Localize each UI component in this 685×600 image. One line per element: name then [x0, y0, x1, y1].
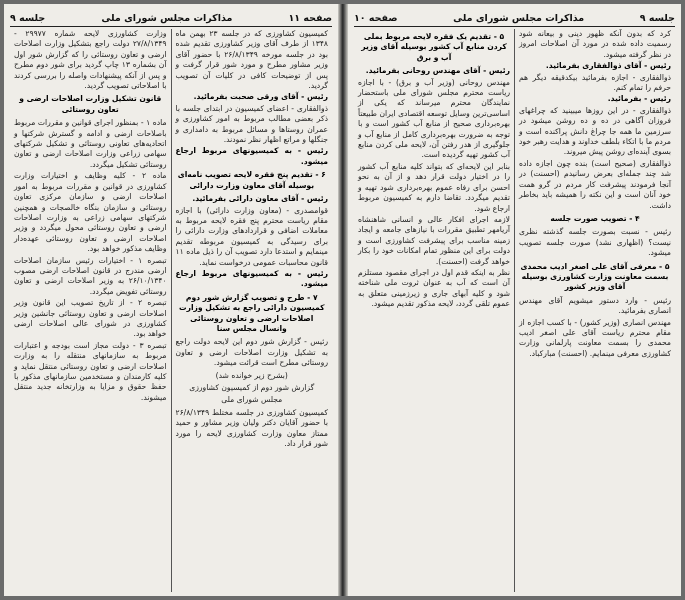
speaker-line: رئیس - آقای ذوالفقاری بفرمائید. — [545, 61, 671, 71]
right-page-label: صفحه ۱۰ — [354, 12, 398, 24]
paragraph: کرد که بدون آنکه ظهور دینی و بیعانه شود رسمیت داده شده در مورد آن اصلاحات امروز در نظر گرفته میشود. — [519, 29, 671, 59]
paragraph: گزارش شور دوم از کمیسیون کشاورزی — [189, 383, 315, 392]
right-page-col-left — [354, 29, 515, 592]
paragraph: رئیس - وارد دستور میشویم آقای مهندس انصاری بفرمائید. — [519, 295, 671, 316]
paragraph: رئیس - نسبت بصورت جلسه گذشته نظری نیست؟ (اظهاری نشد) صورت جلسه تصویب میشود. — [519, 227, 671, 258]
speaker-line: رئیس - به کمیسیونهای مربوط ارجاع میشود. — [175, 268, 328, 289]
paragraph: تبصره ۳ - دولت مجاز است بودجه و اعتبارات مربوط به سازمانهای منتقله را به وزارت اصلاحات ارضی و تعاون روستائی منتقل نماید و کلیه کارمندان و مستخدمین سازمانهای مذکور با حفظ حقوق و مزایا به وزارتخانه جدید منتقل میشوند. — [14, 340, 167, 402]
left-page-session: جلسه ۹ — [10, 12, 46, 24]
section-heading: ۶ - تقدیم پنج فقره لایحه تصویب نامه‌ای بوسیله آقای معاون وزارت دارائی — [177, 170, 326, 190]
paragraph: نظر به اینکه قدم اول در اجرای مقصود مستلزم آن است که آب به عنوان ثروت ملی شناخته شود و کلیه آبهای جاری و زیرزمینی متعلق به عموم تلقی گردد، لایحه مذکور تقدیم میشود. — [358, 267, 510, 309]
paragraph: (بشرح زیر خوانده شد) — [215, 370, 288, 380]
left-page-col-right — [172, 29, 333, 592]
left-page-col-left — [10, 29, 172, 592]
speaker-line: رئیس - به کمیسیونهای مربوط ارجاع میشود. — [175, 146, 328, 166]
paragraph: لازمه اجرای افکار عالی و انسانی شاهنشاه آریامهر تطبیق مقررات با نیازهای جامعه و ایجاد زمینه مناسب برای پیشرفت کشاورزی است و دولت برای این منظور تمام امکانات خود را بکار خواهد گرفت (احسنت). — [358, 214, 510, 266]
left-page-title: مذاکرات مجلس شورای ملی — [101, 12, 233, 24]
paragraph: ماده ۱ - بمنظور اجرای قوانین و مقررات مربوط باصلاحات ارضی و ادامه و گسترش شرکتها و اتحادیه‌های تعاونی روستائی و تشکیل شرکتهای سهامی زراعی وزارت اصلاحات ارضی و تعاون روستائی تشکیل میگردد. — [14, 118, 167, 169]
speaker-line: رئیس - آقای معاون دارائی بفرمائید. — [192, 194, 328, 204]
speaker-line: رئیس - آقای ورقی صحبت بفرمائید. — [193, 92, 328, 102]
left-page — [4, 4, 338, 596]
paragraph: تبصره ۱ - اختیارات رئیس سازمان اصلاحات ارضی مندرج در قانون اصلاحات ارضی مصوب ۲۶/۱۰/۱۳۴۰ به وزیر اصلاحات ارضی و تعاون روستائی تفویض میگردد. — [14, 255, 167, 296]
paragraph: قوامصدری - (معاون وزارت دارائی) با اجازه مقام ریاست محترم پنج فقره لایحه مربوط به معاملات اضافی و قراردادهای وزارت دارائی را برای رسیدگی به کمیسیون مربوطه تقدیم مینمایم و استدعا دارد تصویب آن را ذیل ماده ۱۱ قانون محاسبات عمومی درخواست نماید. — [175, 205, 328, 267]
left-page-header — [10, 10, 332, 27]
right-page-columns — [354, 29, 675, 592]
left-page-columns — [10, 29, 332, 592]
paragraph: کمیسیون کشاورزی در جلسه مختلط ۲۶/۸/۱۳۴۹ با حضور آقایان دکتر ولیان وزیر مشاور و حمید ممتاز معاون وزارت کشاورزی لایحه را مورد شور قرار داد. — [175, 407, 328, 449]
paragraph: مهندس انصاری (وزیر کشور) - با کسب اجازه از مقام محترم ریاست آقای علی اصغر ادیب محمدی را بسمت معاونت پارلمانی وزارت کشاورزی معرفی مینمایم. (احسنت) مبارکباد. — [519, 317, 671, 358]
paragraph: بنابر این لایحه‌ای که بتواند کلیه منابع آب کشور را در اختیار دولت قرار دهد و از آن به نحو احسن برای رفاه عموم بهره‌برداری شود تهیه و تقدیم میگردد. تقاضا دارم به کمیسیون مربوط ارجاع شود. — [358, 161, 510, 213]
section-heading: ۴ - تصویب صورت جلسه — [550, 213, 640, 223]
left-page-label: صفحه ۱۱ — [288, 12, 332, 24]
paragraph: تبصره ۲ - از تاریخ تصویب این قانون وزیر اصلاحات ارضی و تعاون روستائی جانشین وزیر کشاورزی در شورای عالی اصلاحات ارضی خواهد بود. — [14, 298, 167, 339]
paragraph: ذوالفقاری - در این روزها میبینید که چراغهای فروزان آگاهی در ده و ده روشن میشود در سرزمین ما همه جا چراغ دانش پراکنده است و مردم ما با اتکاء بلطف خداوند و هدایت رهبر خود بسوی آینده‌ای روشن پیش میروند. — [519, 105, 671, 157]
section-heading: ۵ - تقدیم یک فقره لایحه مربوط بملی کردن منابع آب کشور بوسیله آقای وزیر آب و برق — [361, 32, 507, 62]
paragraph: رئیس - گزارش شور دوم این لایحه دولت راجع به تشکیل وزارت اصلاحات ارضی و تعاون روستائی مطرح است قرائت میشود. — [175, 337, 328, 368]
paragraph: ذوالفقاری - اعضای کمیسیون در ابتدای جلسه با ذکر بعضی مطالب مربوط به امور کشاورزی و عمران روستاها و مسائل مربوط به دامداری و جنگلها و مراتع اظهار نظر نمودند. — [175, 103, 328, 145]
right-page-col-right — [515, 29, 675, 592]
section-heading: قانون تشکیل وزارت اصلاحات ارضی و تعاون روستائی — [19, 94, 162, 114]
paragraph: وزارت کشاورزی لایحه شماره ۲۹۹۷۷ - ۲۷/۸/۱۳۴۹ دولت راجع بتشکیل وزارت اصلاحات ارضی و تعاون روستائی را که گزارش شور اول آن بشماره ۱۳ چاپ گردید برای شور دوم مطرح و پس از آنکه پیشنهادات واصله را بررسی کردند با اصلاحاتی تصویب گردید. — [14, 29, 167, 91]
paragraph: کمیسیون کشاورزی که در جلسه ۲۳ بهمن ماه ۱۳۴۸ از طرف آقای وزیر کشاورزی تقدیم شده بود در جلسه مورخه ۲۶/۸/۱۳۴۹ با حضور آقای وزیر مشاور مطرح و مورد شور قرار گرفت و پس از توضیحات کافی در کلیات آن تصویب گردید. — [175, 29, 328, 91]
right-page — [348, 4, 681, 596]
section-heading: ۷ - طرح و تصویب گزارش شور دوم کمیسیون دارائی راجع به تشکیل وزارت اصلاحات ارضی و تعاون روستائی وانسال مجلس سنا — [178, 292, 325, 333]
right-page-header — [354, 10, 675, 27]
paragraph: مهندس روحانی (وزیر آب و برق) - با اجازه ریاست محترم مجلس شورای ملی باستحضار نمایندگان محترم میرساند که یکی از اساسی‌ترین وسایل توسعه اقتصادی ایران طبیعتاً بهره‌برداری صحیح از منابع آب کشور است و با توجه به ضرورت بهره‌برداری کامل از منابع آب و جلوگیری از هدر رفتن آن، لایحه ملی کردن منابع آب کشور تهیه گردیده است. — [358, 77, 510, 160]
speaker-line: رئیس - آقای مهندس روحانی بفرمائید. — [365, 66, 510, 76]
paragraph: ذوالفقاری - اجازه بفرمائید بیکدقیقه دیگر هم حرفم را تمام کنم. — [519, 72, 671, 93]
section-heading: ۵ - معرفی آقای علی اصغر ادیب محمدی بسمت معاونت وزارت کشاورزی بوسیله آقای وزیر کشور — [520, 261, 670, 292]
speaker-line: رئیس - بفرمائید. — [607, 94, 671, 104]
book-gutter — [338, 4, 348, 596]
paragraph: مجلس شورای ملی — [221, 395, 283, 405]
right-page-session: جلسه ۹ — [639, 12, 675, 24]
paragraph: ماده ۲ - کلیه وظایف و اختیارات وزارت کشاورزی در قوانین و مقررات مربوط به امور اصلاحات ارضی و سازمان مرکزی تعاون روستائی و سازمان بنگاه خالصجات و همچنین شرکتهای سهامی زراعی به وزارت اصلاحات ارضی و تعاون روستائی محول میگردد و وزیر اصلاحات ارضی و تعاون روستائی عهده‌دار وظایف مذکور خواهد بود. — [14, 171, 167, 254]
newspaper-spread — [4, 4, 681, 596]
paragraph: ذوالفقاری (صحیح است) بنده چون اجازه داده شد چند جمله‌ای بعرض رسانیدم (احسنت) در آنجا فرمودند پیشرفت کار مردم در گرو همت خود آنان است و این نکته را همیشه باید بخاطر داشت. — [519, 158, 671, 210]
right-page-title: مذاکرات مجلس شورای ملی — [453, 12, 585, 24]
